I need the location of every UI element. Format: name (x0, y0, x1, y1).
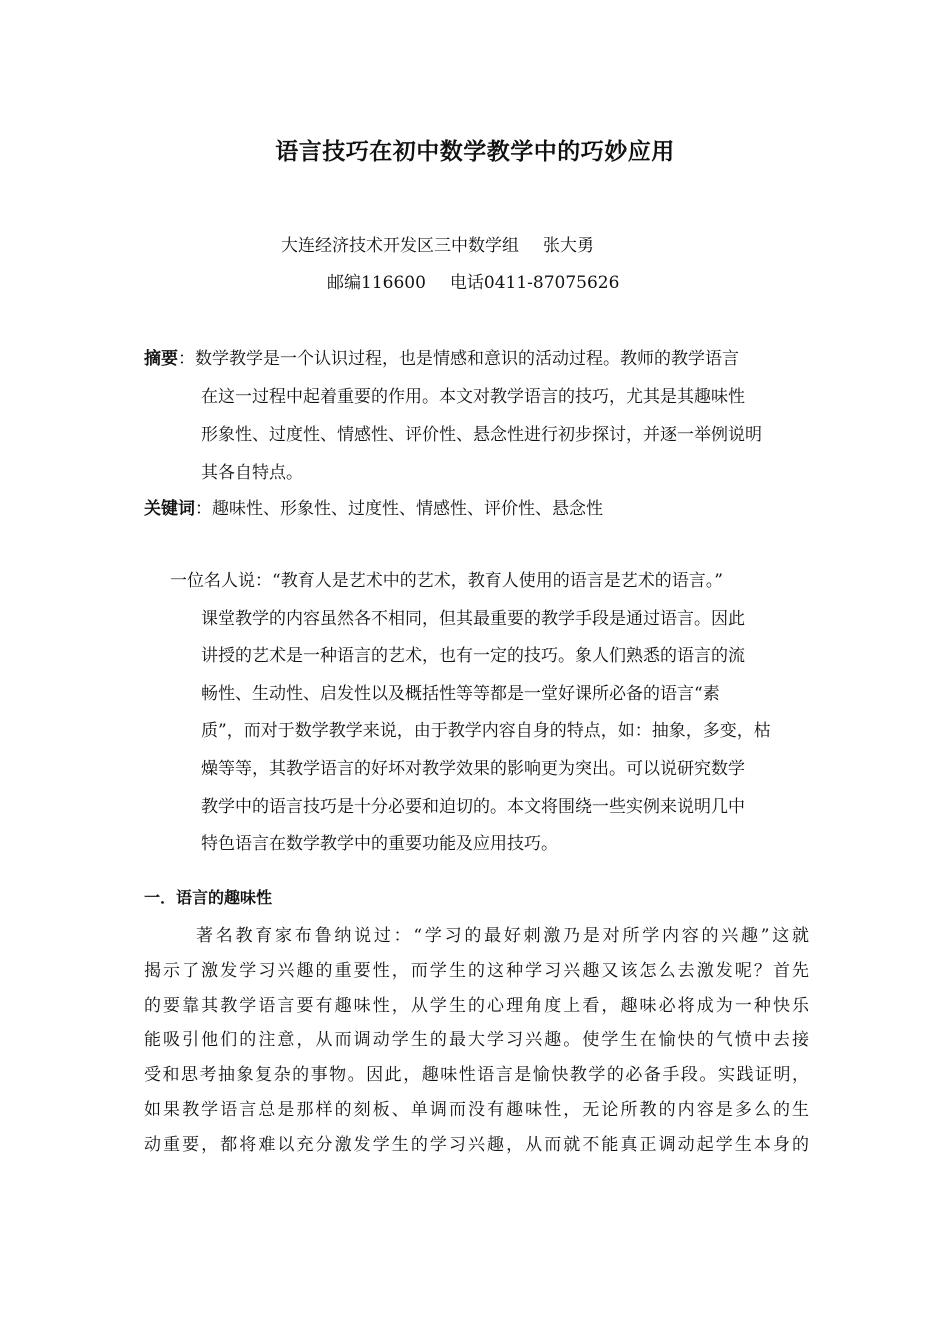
author-affiliation: 大连经济技术开发区三中数学组 (281, 236, 519, 256)
intro-line: 质”，而对于数学教学来说，由于教学内容自身的特点，如：抽象，多变，枯 (201, 721, 771, 742)
body-line: 受和思考抽象复杂的事物。因此，趣味性语言是愉快教学的必备手段。实践证明， (144, 1065, 809, 1086)
body-line: 揭示了激发学习兴趣的重要性，而学生的这种学习兴趣又该怎么去激发呢？首先 (144, 960, 809, 981)
abstract (144, 340, 809, 492)
contact-line (327, 268, 619, 293)
section-heading: 一．语言的趣味性 (144, 888, 273, 907)
page-title: 语言技巧在初中数学教学中的巧妙应用 (275, 139, 675, 165)
abstract-line: 形象性、过度性、情感性、评价性、悬念性进行初步探讨，并逐一举例说明 (201, 425, 762, 445)
body-line: 如果教学语言总是那样的刻板、单调而没有趣味性，无论所教的内容是多么的生 (144, 1099, 809, 1120)
keywords-text: ：趣味性、形象性、过度性、情感性、评价性、悬念性 (195, 499, 603, 519)
intro-line: 特色语言在数学教学中的重要功能及应用技巧。 (201, 834, 558, 855)
intro-line: 课堂教学的内容虽然各不相同，但其最重要的教学手段是通过语言。因此 (201, 608, 745, 629)
keywords-label: 关键词 (144, 499, 195, 519)
keywords (144, 494, 603, 524)
section-body (144, 921, 809, 1165)
author-line (281, 231, 594, 256)
body-line: 动重要，都将难以充分激发学生的学习兴趣，从而就不能真正调动起学生本身的 (144, 1134, 809, 1155)
abstract-line: 其各自特点。 (201, 463, 303, 483)
body-line: 著名教育家布鲁纳说过：“学习的最好刺激乃是对所学内容的兴趣”这就 (196, 926, 809, 946)
abstract-line (144, 340, 809, 378)
abstract-line: 在这一过程中起着重要的作用。本文对教学语言的技巧，尤其是其趣味性 (201, 387, 745, 407)
abstract-text: ：数学教学是一个认识过程，也是情感和意识的活动过程。教师的教学语言 (178, 349, 739, 369)
intro-line: 畅性、生动性、启发性以及概括性等等都是一堂好课所必备的语言“素 (201, 683, 720, 704)
intro-paragraph (144, 566, 809, 867)
postcode-value: 116600 (361, 273, 426, 293)
body-line: 的要靠其教学语言要有趣味性，从学生的心理角度上看，趣味必将成为一种快乐 (144, 995, 809, 1016)
intro-line: 一位名人说：“教育人是艺术中的艺术，教育人使用的语言是艺术的语言。” (170, 571, 723, 591)
intro-line: 讲授的艺术是一种语言的艺术，也有一定的技巧。象人们熟悉的语言的流 (201, 646, 745, 667)
phone-value: 0411-87075626 (483, 273, 620, 293)
abstract-label: 摘要 (144, 349, 178, 369)
postcode-label: 邮编 (327, 273, 361, 293)
body-line: 能吸引他们的注意，从而调动学生的最大学习兴趣。使学生在愉快的气愤中去接 (144, 1030, 809, 1051)
author-name: 张大勇 (543, 236, 594, 256)
intro-line: 燥等等，其教学语言的好坏对教学效果的影响更为突出。可以说研究数学 (201, 758, 745, 779)
intro-line: 教学中的语言技巧是十分必要和迫切的。本文将围绕一些实例来说明几中 (201, 796, 745, 817)
phone-label: 电话 (449, 273, 484, 293)
